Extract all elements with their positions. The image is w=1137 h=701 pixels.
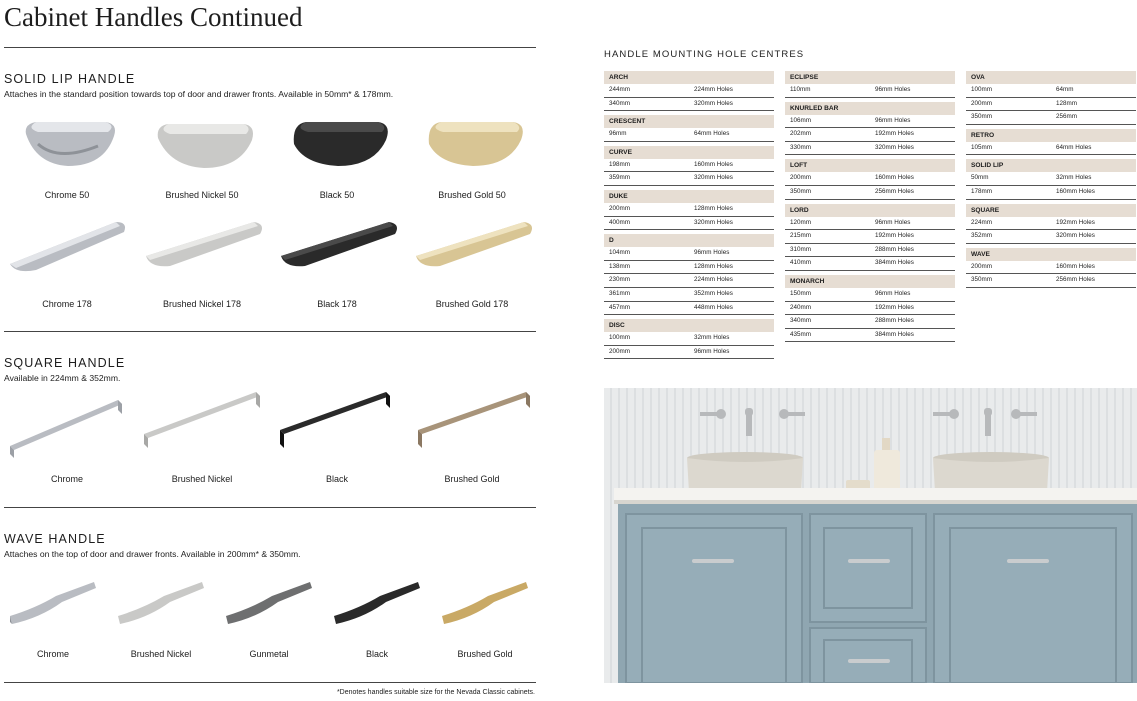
hole-centres: 384mm Holes (875, 259, 914, 267)
handle-length: 200mm (971, 262, 992, 270)
mounting-group-header: ARCH (604, 71, 774, 84)
mounting-row (604, 217, 774, 231)
mounting-group-header: CRESCENT (604, 115, 774, 128)
mounting-group-header: RETRO (966, 129, 1136, 142)
mounting-row (604, 302, 774, 316)
handle-length: 361mm (609, 289, 630, 297)
mounting-row (604, 261, 774, 275)
handle-length: 200mm (609, 347, 630, 355)
mounting-row (966, 230, 1136, 244)
mounting-row (966, 98, 1136, 112)
mounting-row (785, 244, 955, 258)
product-image-black-178[interactable] (277, 216, 399, 278)
handle-length: 350mm (971, 113, 992, 121)
solid-lip-heading: SOLID LIP HANDLE (4, 72, 136, 86)
mounting-row (604, 288, 774, 302)
mounting-group-header: CURVE (604, 146, 774, 159)
mounting-row (785, 230, 955, 244)
mounting-group-header: D (604, 234, 774, 247)
hole-centres: 192mm Holes (875, 130, 914, 138)
handle-length: 105mm (971, 143, 992, 151)
mounting-row (785, 172, 955, 186)
product-image-black-50[interactable] (288, 114, 398, 174)
hole-centres: 96mm Holes (875, 289, 911, 297)
caption-chrome-50: Chrome 50 (44, 190, 90, 200)
mounting-row (604, 159, 774, 173)
section-divider (4, 682, 536, 683)
hole-centres: 160mm Holes (694, 160, 733, 168)
product-image-brushed-gold-50[interactable] (423, 114, 533, 174)
caption-square-brushed-gold: Brushed Gold (444, 474, 500, 484)
hole-centres: 288mm Holes (875, 245, 914, 253)
handle-length: 178mm (971, 187, 992, 195)
mounting-group-header: MONARCH (785, 275, 955, 288)
handle-length: 100mm (609, 334, 630, 342)
hole-centres: 96mm Holes (694, 347, 730, 355)
handle-length: 120mm (790, 218, 811, 226)
caption-brushed-nickel-50: Brushed Nickel 50 (165, 190, 239, 200)
hole-centres: 256mm (1056, 113, 1077, 121)
product-image-wave-brushed-gold[interactable] (438, 578, 534, 626)
hole-centres: 320mm Holes (1056, 232, 1095, 240)
product-image-wave-black[interactable] (330, 578, 426, 626)
mounting-row (785, 302, 955, 316)
hole-centres: 384mm Holes (875, 330, 914, 338)
mounting-row (785, 288, 955, 302)
hole-centres: 320mm Holes (694, 218, 733, 226)
handle-length: 138mm (609, 262, 630, 270)
caption-wave-brushed-nickel: Brushed Nickel (130, 649, 192, 659)
caption-square-chrome: Chrome (50, 474, 83, 484)
hole-centres: 192mm Holes (875, 303, 914, 311)
mounting-column-2 (785, 71, 955, 342)
mounting-row (604, 98, 774, 112)
mounting-row (604, 172, 774, 186)
handle-length: 50mm (971, 174, 989, 182)
section-divider (4, 331, 536, 332)
handle-length: 359mm (609, 174, 630, 182)
handle-length: 240mm (790, 303, 811, 311)
bathroom-vanity-photo (604, 388, 1137, 683)
product-image-chrome-50[interactable] (18, 114, 128, 174)
mounting-row (785, 186, 955, 200)
mounting-row (966, 84, 1136, 98)
caption-wave-black: Black (365, 649, 388, 659)
hole-centres: 96mm Holes (875, 218, 911, 226)
hole-centres: 128mm (1056, 99, 1077, 107)
product-image-square-brushed-nickel[interactable] (140, 388, 266, 454)
mounting-row (604, 203, 774, 217)
hole-centres: 448mm Holes (694, 303, 733, 311)
caption-brushed-nickel-178: Brushed Nickel 178 (162, 299, 242, 309)
mounting-row (604, 128, 774, 142)
title-divider (4, 47, 536, 48)
handle-length: 224mm (971, 218, 992, 226)
mounting-title: HANDLE MOUNTING HOLE CENTRES (604, 49, 805, 60)
handle-length: 230mm (609, 276, 630, 284)
hole-centres: 128mm Holes (694, 204, 733, 212)
handle-length: 100mm (971, 86, 992, 93)
mounting-row (785, 329, 955, 343)
handle-length: 96mm (609, 130, 627, 138)
mounting-row (604, 247, 774, 261)
mounting-row (785, 315, 955, 329)
handle-length: 110mm (790, 86, 811, 93)
hole-centres: 160mm Holes (875, 174, 914, 182)
hole-centres: 32mm Holes (1056, 174, 1092, 182)
product-image-wave-brushed-nickel[interactable] (114, 578, 210, 626)
hole-centres: 320mm Holes (694, 174, 733, 182)
caption-wave-gunmetal: Gunmetal (249, 649, 289, 659)
hole-centres: 160mm Holes (1056, 262, 1095, 270)
square-heading: SQUARE HANDLE (4, 356, 126, 370)
handle-length: 330mm (790, 143, 811, 151)
handle-length: 200mm (609, 204, 630, 212)
hole-centres: 256mm Holes (875, 187, 914, 195)
handle-length: 202mm (790, 130, 811, 138)
product-image-chrome-178[interactable] (6, 216, 128, 278)
mounting-row (604, 332, 774, 346)
handle-length: 350mm (790, 187, 811, 195)
section-divider (4, 507, 536, 508)
handle-length: 198mm (609, 160, 630, 168)
handle-length: 106mm (790, 116, 811, 124)
hole-centres: 288mm Holes (875, 317, 914, 325)
handle-length: 352mm (971, 232, 992, 240)
footnote: *Denotes handles suitable size for the Nevada Classic cabinets. (336, 689, 535, 696)
caption-square-brushed-nickel: Brushed Nickel (171, 474, 233, 484)
hole-centres: 224mm Holes (694, 86, 733, 93)
mounting-row (785, 257, 955, 271)
mounting-row (966, 261, 1136, 275)
hole-centres: 64mm Holes (1056, 143, 1092, 151)
hole-centres: 320mm Holes (875, 143, 914, 151)
handle-length: 215mm (790, 232, 811, 240)
handle-length: 457mm (609, 303, 630, 311)
mounting-row (966, 186, 1136, 200)
mounting-group-header: LOFT (785, 159, 955, 172)
mounting-group-header: KNURLED BAR (785, 102, 955, 115)
wave-heading: WAVE HANDLE (4, 532, 106, 546)
mounting-row (785, 217, 955, 231)
handle-length: 244mm (609, 86, 630, 93)
mounting-column-3 (966, 71, 1136, 288)
hole-centres: 352mm Holes (694, 289, 733, 297)
caption-brushed-gold-178: Brushed Gold 178 (435, 299, 509, 309)
hole-centres: 96mm Holes (694, 249, 730, 257)
product-image-square-chrome[interactable] (6, 394, 126, 460)
handle-length: 200mm (971, 99, 992, 107)
mounting-group-header: SQUARE (966, 204, 1136, 217)
mounting-row (966, 111, 1136, 125)
handle-length: 340mm (790, 317, 811, 325)
handle-length: 435mm (790, 330, 811, 338)
mounting-row (604, 274, 774, 288)
hole-centres: 96mm Holes (875, 86, 911, 93)
hole-centres: 64mm (1056, 86, 1074, 93)
product-image-square-brushed-gold[interactable] (414, 386, 538, 454)
hole-centres: 256mm Holes (1056, 276, 1095, 284)
mounting-group-header: SOLID LIP (966, 159, 1136, 172)
solid-lip-description: Attaches in the standard position towards top of door and drawer fronts. Available in 50mm* & 178mm. (4, 89, 394, 99)
caption-black-178: Black 178 (317, 299, 357, 309)
hole-centres: 32mm Holes (694, 334, 730, 342)
hole-centres: 224mm Holes (694, 276, 733, 284)
handle-length: 104mm (609, 249, 630, 257)
mounting-group-header: DUKE (604, 190, 774, 203)
handle-length: 150mm (790, 289, 811, 297)
hole-centres: 192mm Holes (1056, 218, 1095, 226)
handle-length: 200mm (790, 174, 811, 182)
page-title: Cabinet Handles Continued (4, 2, 303, 32)
mounting-row (785, 115, 955, 129)
hole-centres: 128mm Holes (694, 262, 733, 270)
mounting-row (604, 84, 774, 98)
product-image-wave-gunmetal[interactable] (222, 578, 318, 626)
handle-length: 310mm (790, 245, 811, 253)
handle-length: 410mm (790, 259, 811, 267)
mounting-row (966, 142, 1136, 156)
mounting-row (966, 274, 1136, 288)
wave-description: Attaches on the top of door and drawer fronts. Available in 200mm* & 350mm. (4, 549, 301, 559)
mounting-row (785, 128, 955, 142)
handle-length: 400mm (609, 218, 630, 226)
hole-centres: 320mm Holes (694, 99, 733, 107)
product-image-brushed-nickel-178[interactable] (142, 216, 264, 278)
caption-wave-brushed-gold: Brushed Gold (457, 649, 513, 659)
product-image-brushed-gold-178[interactable] (412, 216, 534, 278)
hole-centres: 192mm Holes (875, 232, 914, 240)
caption-black-50: Black 50 (319, 190, 355, 200)
mounting-row (966, 217, 1136, 231)
caption-square-black: Black (325, 474, 348, 484)
product-image-wave-chrome[interactable] (6, 578, 102, 626)
handle-length: 340mm (609, 99, 630, 107)
product-image-brushed-nickel-50[interactable] (152, 116, 262, 174)
handle-length: 350mm (971, 276, 992, 284)
mounting-column-1 (604, 71, 774, 359)
mounting-row (785, 142, 955, 156)
caption-brushed-gold-50: Brushed Gold 50 (438, 190, 506, 200)
mounting-group-header: WAVE (966, 248, 1136, 261)
square-description: Available in 224mm & 352mm. (4, 373, 121, 383)
mounting-row (966, 172, 1136, 186)
mounting-group-header: DISC (604, 319, 774, 332)
product-image-square-black[interactable] (276, 386, 400, 454)
mounting-group-header: ECLIPSE (785, 71, 955, 84)
mounting-group-header: OVA (966, 71, 1136, 84)
caption-chrome-178: Chrome 178 (42, 299, 92, 309)
mounting-row (604, 346, 774, 360)
caption-wave-chrome: Chrome (36, 649, 69, 659)
hole-centres: 96mm Holes (875, 116, 911, 124)
hole-centres: 160mm Holes (1056, 187, 1095, 195)
mounting-group-header: LORD (785, 204, 955, 217)
mounting-row (785, 84, 955, 98)
hole-centres: 64mm Holes (694, 130, 730, 138)
